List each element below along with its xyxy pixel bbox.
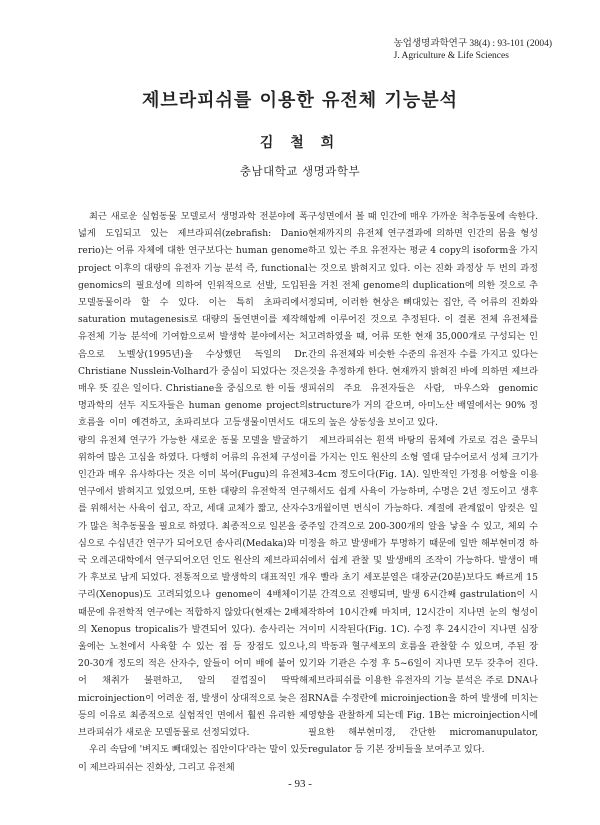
journal-citation-english: J. Agriculture & Life Sciences	[393, 51, 509, 61]
right-column	[308, 208, 538, 759]
left-column	[78, 208, 308, 776]
right-paragraph-1: 구성면에서 볼 때 인간에 매우 가까운 척추동물에 속한다. 현재까지의 유전체 연구결과에 의하면 인간의 몸을 형성하고 있는 주요 유전자는 평균 4 copy의 isoform을 가지는 것으로 밝혀지고 있다. 이는 진화 과정상 두 번의 과정을 거친 전체 genome의 duplication에 의한 것으로 추정되며, 이러한 현상은 뼈대있는 집안, 즉 어류의 진화와 함께 이루어진 것으로 추정된다. 이 결론 전체 유전체를 고려하였을 때, 어류 또한 현재 35,000개로 구성되는 인간의 유전체와 비슷한 수준의 유전자 수를 가지고 있다는 것을 추정하게 한다. 현재까지 밝혀진 바에 의하면 제브라피쉬의 주요 유전자들은 사람, 마우스와 genomic structure가 거의 같으며, 아미노산 배열에서는 90% 정도의 높은 상동성을 보이고 있다.	[308, 211, 538, 429]
right-paragraph-2: 제브라피쉬는 흰색 바탕의 몸체에 가로로 검은 줄무늬를 가지는 인도 원산의 소형 열대 담수어로서 성체 크기가 3-4cm 정도이다(Fig. 1A). 일반적인 가정용 어항을 이용해서도 쉽게 사육이 가능하며, 수명은 2년 정도이고 생후 3개월이면 번식이 가능하다. 계절에 관계없이 암컷은 일주일 간격으로 200-300개의 알을 낳을 수 있고, 체외 수정을 하고 발생배가 투명하기 때문에 일반 해부현미경 하에서 쉽게 관찰 및 발생배의 조작이 가능하다. 발생이 매우 빨라 초기 세포분열은 대장균(20분)보다도 빠르게 15분 간격으로 진행되며, 발생 6시간째 gastrulation이 시작하여 10시간째 마치며, 12시간이 지나면 눈의 형성이 이미 시작된다(Fig. 1C). 수정 후 24시간이 지나면 심장의 박동과 혈구세포의 흐름을 관찰할 수 있으며, 주된 장기와 기관은 수정 후 5~6일이 지나면 모두 갖추어 진다. 제브라피쉬를 이용한 유전자의 기능 분석은 주로 DNA나 RNA를 수정란에 microinjection을 하여 발생에 미치는 영향을 관찰하게 되는데 Fig. 1B는 microinjection시에 필요한 해부현미경, 간단한 micromanupulator, regulator 등 기본 장비들을 보여주고 있다.	[308, 434, 538, 756]
journal-citation	[394, 38, 552, 62]
left-paragraph-2: 우리 속담에 '벼지도 빼대있는 집안이다'라는 말이 있듯이 제브라피쉬는 진화상, 그리고 유전체	[78, 744, 308, 773]
left-paragraph-1: 최근 새로운 실험동물 모델로서 생명과학 전분야에 폭넓게 도입되고 있는 제브라피쉬(zebrafish: Danio rerio)는 어류 자체에 대한 연구보다는 human genome project 이후의 대량의 유전자 기능 분석 즉, functional genomics의 필요성에 의하여 인위적으로 선발, 도입된 모델동물이라 할 수 있다. 이는 특히 초파리에서 saturation mutagenesis로 대량의 돌연변이를 제작해 유전체 기능 분석에 기여함으로써 발생학 분야에서는 처음으로 노벨상(1995년)을 수상했던 독일의 Dr. Christiane Nusslein-Volhard가 중심이 되었다는 것은 매우 뜻 깊은 일이다. Christiane을 중심으로 한 이들 생명과학의 선두 지도자들은 human genome project의 흐름을 이미 예견하고, 초파리보다 고등생물이면서도 대량의 유전체 연구가 가능한 새로운 동물 모델을 발굴하기 위하여 많은 고심을 하였다. 다행히 어류의 유전체 구성이 인간과 매우 유사하다는 것은 이미 복어(Fugu)의 유전체 연구에서 밝혀지고 있었으며, 또한 대량의 유전학적 연구를 위해서는 사육이 쉽고, 작고, 세대 교체가 짧고, 산자수가 많은 척추동물을 필요로 하였다. 최종적으로 일본을 중심으로 수십년간 연구가 되어오던 송사리(Medaka)와 미국 오레곤대학에서 연구되어오던 인도 원산의 제브라피쉬가 후보로 남게 되었다. 전통적으로 발생학의 대표적인 개구리(Xenopus)도 고려되었으나 genome이 4배체이기 때문에 유전학적 연구에는 적합하지 않았다(현재는 2배체의 Xenopus tropicalis가 발견되어 있다). 송사리는 겨울에는 노천에서 사육할 수 있는 점 등 장점도 있으나, 20-30개 정도의 적은 산자수, 알들이 어미 배에 붙어 있어 채취가 불편하고, 알의 겉껍질이 딱딱해 microinjection이 어려운 점, 발생이 상대적으로 늦은 점 등의 이유로 최종적으로 실험적인 면에서 훨씬 유리한 제브라피쉬가 새로운 모델동물로 선정되었다.	[78, 211, 308, 739]
journal-citation-korean: 농업생명과학연구 38(4) : 93-101 (2004)	[393, 39, 552, 49]
author-affiliation: 충남대학교 생명과학부	[239, 164, 361, 178]
paper-title: 제브라피쉬를 이용한 유전체 기능분석	[141, 90, 458, 111]
page-number: - 93 -	[288, 778, 312, 790]
author-name: 김 철 희	[259, 135, 341, 151]
